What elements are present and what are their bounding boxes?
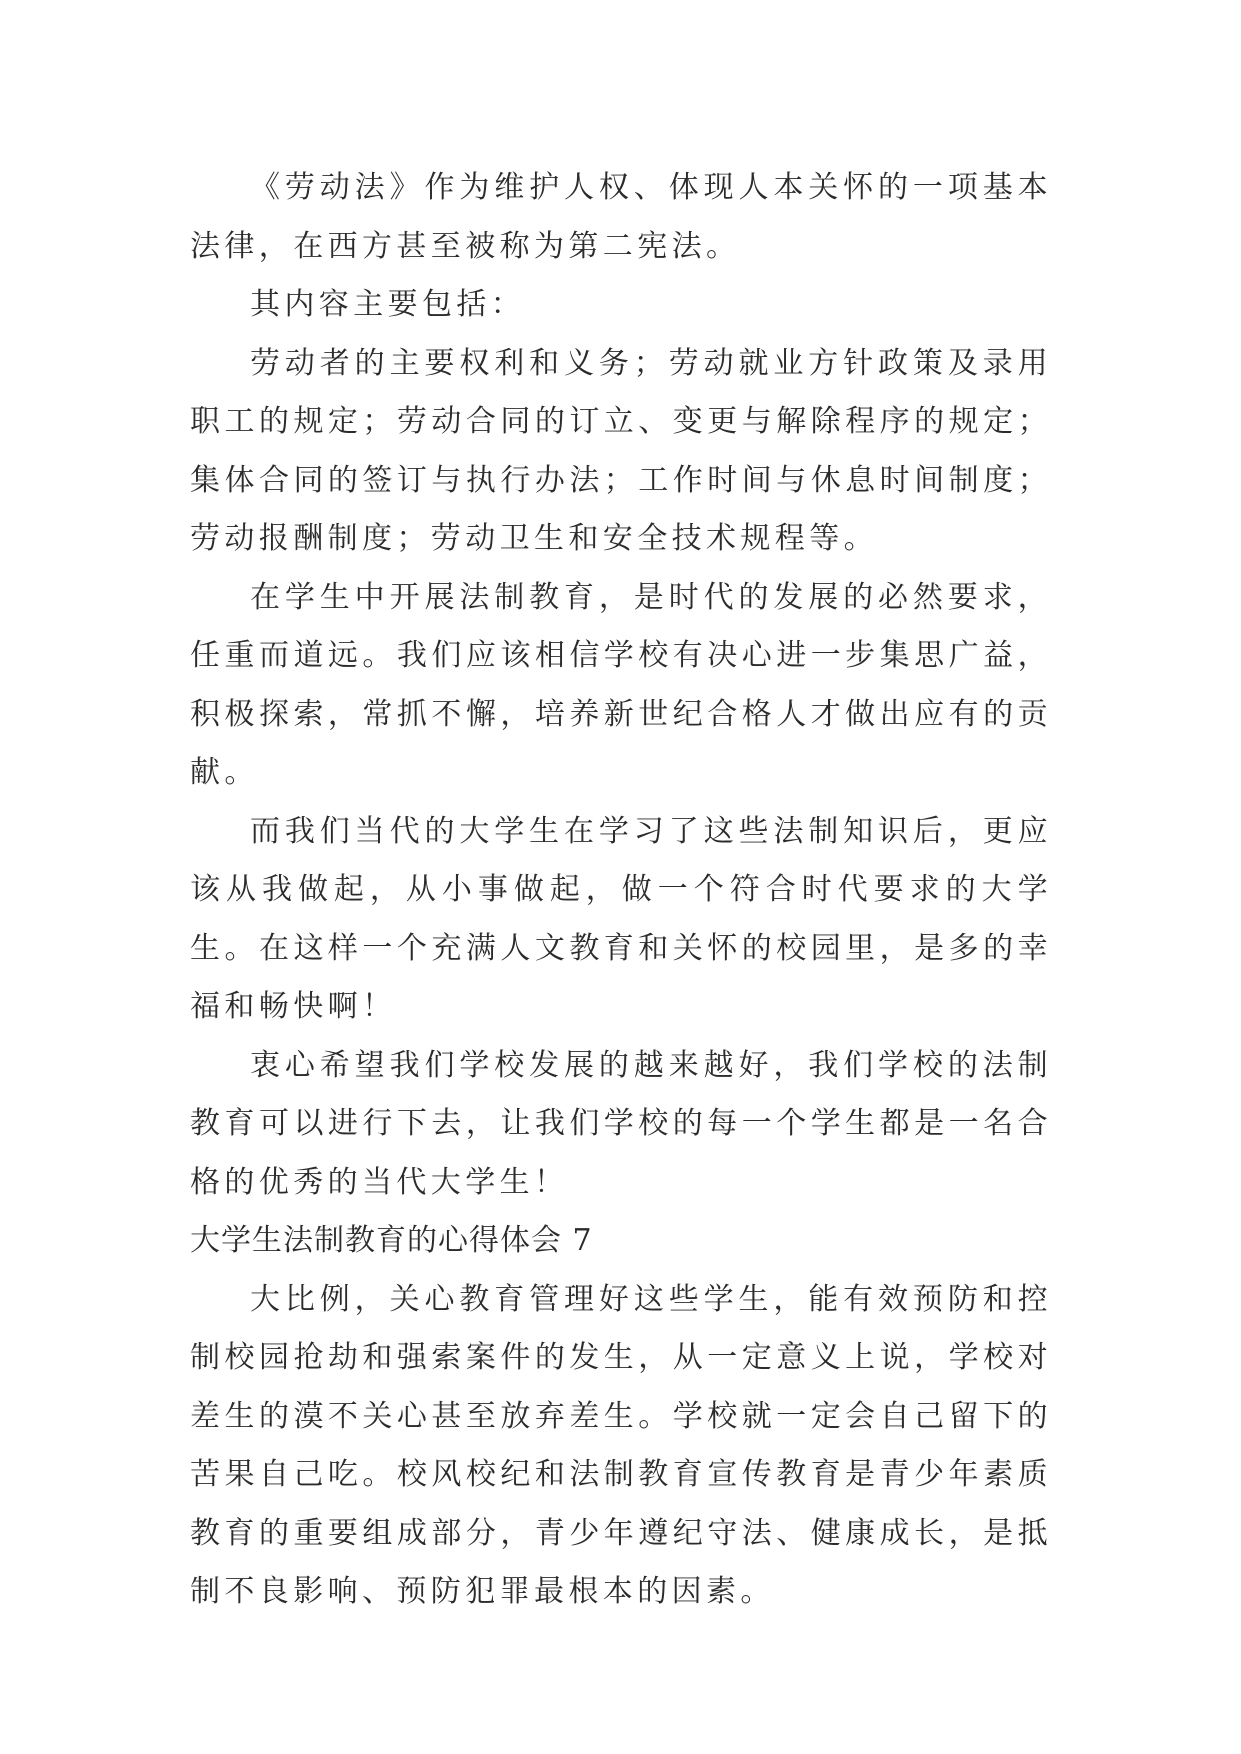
paragraph-school-management: 大比例，关心教育管理好这些学生，能有效预防和控制校园抢劫和强索案件的发生，从一定意义上说，学校对差生的漠不关心甚至放弃差生。学校就一定会自己留下的苦果自己吃。校风校纪和法制教育宣传教育是青少年素质教育的重要组成部分，青少年遵纪守法、健康成长，是抵制不良影响、预防犯罪最根本的因素。 xyxy=(190,1281,1052,1609)
paragraph-students-duty: 而我们当代的大学生在学习了这些法制知识后，更应该从我做起，从小事做起，做一个符合时代要求的大学生。在这样一个充满人文教育和关怀的校园里，是多的幸福和畅快啊！ xyxy=(190,813,1052,1024)
paragraph-legal-education: 在学生中开展法制教育，是时代的发展的必然要求，任重而道远。我们应该相信学校有决心进一步集思广益，积极探索，常抓不懈，培养新世纪合格人才做出应有的贡献。 xyxy=(190,579,1052,790)
document-body xyxy=(190,159,1052,1622)
paragraph-labor-law-intro: 《劳动法》作为维护人权、体现人本关怀的一项基本法律，在西方甚至被称为第二宪法。 xyxy=(190,170,1052,264)
paragraph-wishes: 衷心希望我们学校发展的越来越好，我们学校的法制教育可以进行下去，让我们学校的每一个学生都是一名合格的优秀的当代大学生！ xyxy=(190,1047,1052,1200)
paragraph-content-list: 劳动者的主要权利和义务；劳动就业方针政策及录用职工的规定；劳动合同的订立、变更与解除程序的规定；集体合同的签订与执行办法；工作时间与休息时间制度；劳动报酬制度；劳动卫生和安全技术规程等。 xyxy=(190,345,1052,556)
paragraph-content-lead: 其内容主要包括： xyxy=(250,287,526,322)
section-heading: 大学生法制教育的心得体会 7 xyxy=(190,1223,593,1258)
